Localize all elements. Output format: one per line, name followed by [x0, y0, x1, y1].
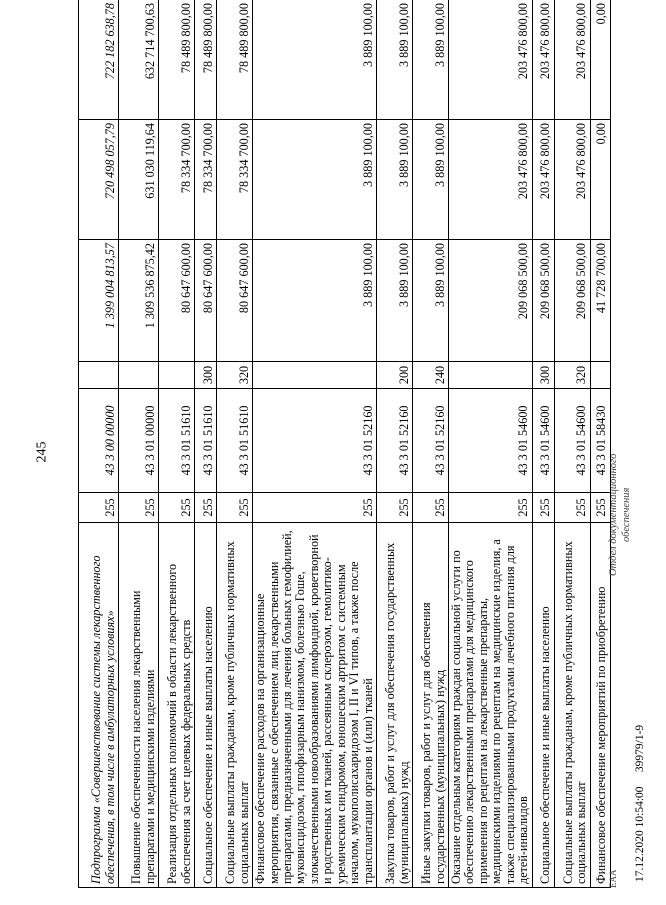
row-name: Реализация отдельных полномочий в области лекарственного обеспечения за счет целевых федеральных средств	[159, 523, 195, 888]
sum-2021: 3 889 100,00	[253, 120, 377, 240]
budget-table	[78, 0, 611, 888]
sum-2022: 78 489 800,00	[217, 0, 253, 120]
sum-2021: 3 889 100,00	[377, 120, 413, 240]
sum-2020: 80 647 600,00	[159, 240, 195, 362]
target-article-code: 43 3 01 51610	[195, 389, 217, 493]
row-name: Финансовое обеспечение расходов на организационные мероприятия, связанные с обеспечением лиц лекарственными препаратами, предназначенными для лечения больных гемофилией, муковисцидозом, гипофизарным нанизмом, болезнью Гоше, злокачественными новообразованиями лимфоидной, кроветворной и родственных им тканей, рассеянным склерозом, гемолитико-уремическим синдромом, юношеским артритом с системным началом, мукополисахаридозом I, II и VI типов, а также после трансплантации органов и (или) тканей	[253, 523, 377, 888]
page-number: 245	[34, 441, 50, 463]
doc-id-text: 39979/1-9	[634, 724, 646, 773]
ministry-code: 255	[159, 493, 195, 523]
sum-2022: 203 476 800,00	[449, 0, 533, 120]
rotated-page	[78, 0, 646, 890]
row-name: Социальное обеспечение и иные выплаты населению	[195, 523, 217, 888]
sum-2021: 631 030 119,64	[119, 120, 159, 240]
sum-2020: 3 889 100,00	[377, 240, 413, 362]
target-article-code: 43 3 01 54600	[532, 389, 554, 493]
expense-type-code: 320	[217, 362, 253, 389]
datetime-text: 17.12.2020 10:54:00	[634, 786, 646, 882]
sum-2022: 632 714 700,63	[119, 0, 159, 120]
sum-2020: 41 728 700,00	[590, 240, 610, 362]
dept-line-1: Отдел документационного	[608, 453, 619, 576]
expense-type-code	[159, 362, 195, 389]
table-row	[377, 0, 413, 888]
table-row	[449, 0, 533, 888]
target-article-code: 43 3 01 52160	[253, 389, 377, 493]
table-row	[195, 0, 217, 888]
initials-mark: ЕАА	[608, 869, 618, 888]
sum-2020: 80 647 600,00	[195, 240, 217, 362]
table-row	[413, 0, 449, 888]
row-name: Оказание отдельным категориям граждан социальной услуги по обеспечению лекарственными препаратами для медицинского применения по рецептам на лекарственные препараты, медицинскими изделиями по рецептам на медицинские изделия, а также специализированными продуктами лечебного питания для детей-инвалидов	[449, 523, 533, 888]
rotated-content	[78, 0, 646, 888]
sum-2022: 3 889 100,00	[253, 0, 377, 120]
sum-2020: 80 647 600,00	[217, 240, 253, 362]
row-name: Социальные выплаты гражданам, кроме публичных нормативных социальных выплат	[554, 523, 590, 888]
department-stamp	[608, 454, 633, 576]
target-article-code: 43 3 01 54600	[449, 389, 533, 493]
row-name: Финансовое обеспечение мероприятий по приобретению	[590, 523, 610, 888]
sum-2021: 78 334 700,00	[159, 120, 195, 240]
table-body	[79, 0, 611, 888]
expense-type-code: 300	[195, 362, 217, 389]
sum-2020: 209 068 500,00	[554, 240, 590, 362]
dept-line-2: обеспечения	[620, 487, 632, 542]
sum-2021: 720 498 057,79	[79, 120, 119, 240]
sum-2021: 203 476 800,00	[449, 120, 533, 240]
expense-type-code	[449, 362, 533, 389]
target-article-code: 43 3 01 51610	[159, 389, 195, 493]
footer-datetime	[634, 725, 646, 882]
row-name: Социальное обеспечение и иные выплаты населению	[532, 523, 554, 888]
table-row	[159, 0, 195, 888]
sum-2022: 78 489 800,00	[195, 0, 217, 120]
sum-2021: 3 889 100,00	[413, 120, 449, 240]
target-article-code: 43 3 01 52160	[413, 389, 449, 493]
target-article-code: 43 3 01 52160	[377, 389, 413, 493]
sum-2022: 0,00	[590, 0, 610, 120]
ministry-code: 255	[532, 493, 554, 523]
sum-2020: 1 399 004 813,57	[79, 240, 119, 362]
sum-2022: 3 889 100,00	[413, 0, 449, 120]
row-name: Социальные выплаты гражданам, кроме публичных нормативных социальных выплат	[217, 523, 253, 888]
ministry-code: 255	[413, 493, 449, 523]
expense-type-code: 320	[554, 362, 590, 389]
sum-2020: 3 889 100,00	[253, 240, 377, 362]
sum-2020: 1 309 536 875,42	[119, 240, 159, 362]
target-article-code: 43 3 01 54600	[554, 389, 590, 493]
sum-2021: 203 476 800,00	[532, 120, 554, 240]
sum-2022: 78 489 800,00	[159, 0, 195, 120]
table-row	[79, 0, 119, 888]
sum-2021: 203 476 800,00	[554, 120, 590, 240]
sum-2022: 203 476 800,00	[532, 0, 554, 120]
target-article-code: 43 3 00 00000	[79, 389, 119, 493]
table-row	[119, 0, 159, 888]
sum-2021: 78 334 700,00	[217, 120, 253, 240]
ministry-code: 255	[449, 493, 533, 523]
target-article-code: 43 3 01 58430	[590, 389, 610, 493]
expense-type-code	[79, 362, 119, 389]
expense-type-code: 300	[532, 362, 554, 389]
expense-type-code	[119, 362, 159, 389]
page-footer	[606, 0, 666, 888]
table-row	[554, 0, 590, 888]
sum-2020: 3 889 100,00	[413, 240, 449, 362]
row-name: Повышение обеспеченности населения лекарственными препаратами и медицинскими изделиями	[119, 523, 159, 888]
table-row	[253, 0, 377, 888]
sum-2021: 0,00	[590, 120, 610, 240]
target-article-code: 43 3 01 51610	[217, 389, 253, 493]
row-name: Подпрограмма «Совершенствование системы лекарственного обеспечения, в том числе в амбулаторных условиях»	[79, 523, 119, 888]
row-name: Иные закупки товаров, работ и услуг для обеспечения государственных (муниципальных) нужд	[413, 523, 449, 888]
table-row	[532, 0, 554, 888]
expense-type-code: 240	[413, 362, 449, 389]
ministry-code: 255	[377, 493, 413, 523]
ministry-code: 255	[253, 493, 377, 523]
ministry-code: 255	[79, 493, 119, 523]
row-name: Закупка товаров, работ и услуг для обеспечения государственных (муниципальных) нужд	[377, 523, 413, 888]
sum-2021: 78 334 700,00	[195, 120, 217, 240]
ministry-code: 255	[217, 493, 253, 523]
sum-2022: 203 476 800,00	[554, 0, 590, 120]
ministry-code: 255	[590, 493, 610, 523]
ministry-code: 255	[554, 493, 590, 523]
expense-type-code	[253, 362, 377, 389]
target-article-code: 43 3 01 00000	[119, 389, 159, 493]
ministry-code: 255	[119, 493, 159, 523]
ministry-code: 255	[195, 493, 217, 523]
sum-2020: 209 068 500,00	[532, 240, 554, 362]
sum-2022: 3 889 100,00	[377, 0, 413, 120]
sum-2020: 209 068 500,00	[449, 240, 533, 362]
table-row	[217, 0, 253, 888]
sum-2022: 722 182 638,78	[79, 0, 119, 120]
expense-type-code: 200	[377, 362, 413, 389]
